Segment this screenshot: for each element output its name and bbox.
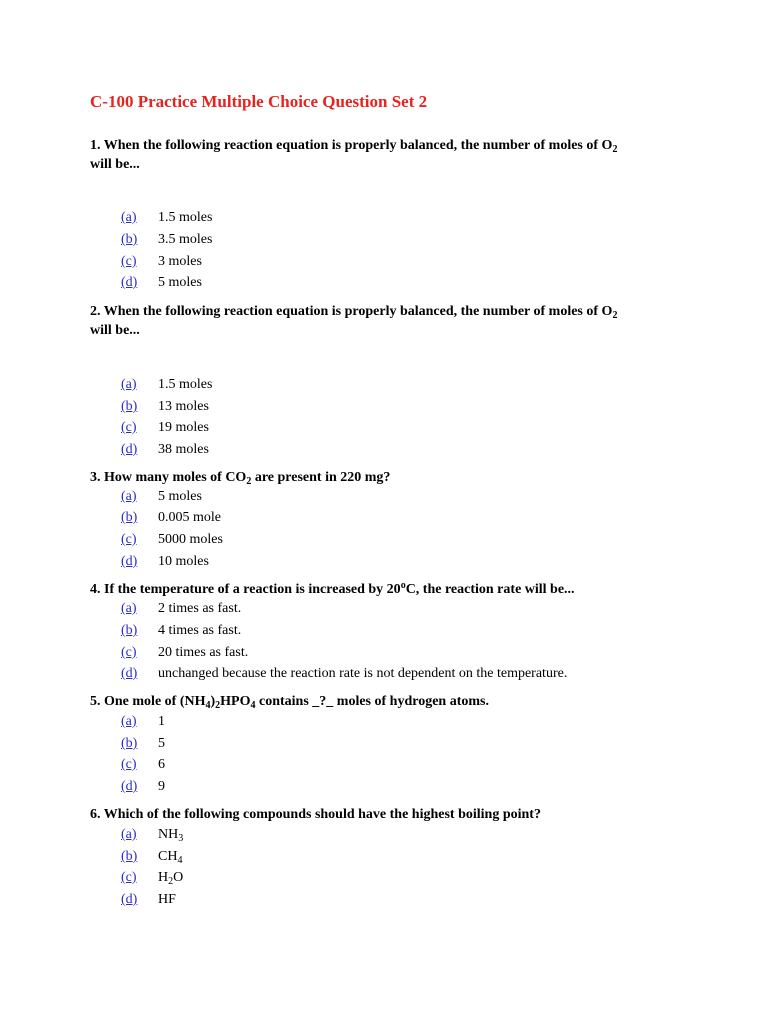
option-link[interactable]: (d) xyxy=(121,554,138,569)
option-link[interactable]: (b) xyxy=(121,736,138,751)
subscript: 4 xyxy=(205,700,211,711)
question-4 xyxy=(90,580,690,599)
question-text-suffix: are present in 220 mg? xyxy=(251,470,391,485)
option-link[interactable]: (d) xyxy=(121,666,138,681)
question-text-line2: will be... xyxy=(90,323,140,338)
option-link[interactable]: (c) xyxy=(121,645,137,660)
option-6c xyxy=(121,868,183,888)
option-2b xyxy=(121,397,209,417)
question-text: 2. When the following reaction equation is properly balanced, the number of moles of O xyxy=(90,304,613,319)
option-text: 3 moles xyxy=(158,254,202,269)
question-3 xyxy=(90,468,690,487)
question-text-part: HPO xyxy=(220,694,251,709)
option-4b xyxy=(121,621,241,641)
option-link[interactable]: (b) xyxy=(121,232,138,247)
option-1d xyxy=(121,273,202,293)
option-link[interactable]: (d) xyxy=(121,779,138,794)
option-3a xyxy=(121,487,202,507)
option-text: 1.5 moles xyxy=(158,210,213,225)
option-text: 20 times as fast. xyxy=(158,645,249,660)
option-text: 5000 moles xyxy=(158,532,223,547)
question-text: 1. When the following reaction equation is properly balanced, the number of moles of O xyxy=(90,138,613,153)
question-text: 5. One mole of (NH xyxy=(90,694,206,709)
option-link[interactable]: (c) xyxy=(121,757,137,772)
option-link[interactable]: (d) xyxy=(121,892,138,907)
option-link[interactable]: (c) xyxy=(121,532,137,547)
option-text: HF xyxy=(158,892,176,907)
option-text: 5 xyxy=(158,736,165,751)
option-text: 38 moles xyxy=(158,442,209,457)
page-title: C-100 Practice Multiple Choice Question Set 2 xyxy=(90,92,428,111)
option-3d xyxy=(121,552,209,572)
option-text: 5 moles xyxy=(158,489,202,504)
option-text: 1.5 moles xyxy=(158,377,213,392)
option-link[interactable]: (b) xyxy=(121,510,138,525)
option-link[interactable]: (b) xyxy=(121,849,138,864)
option-link[interactable]: (d) xyxy=(121,275,138,290)
option-text: $H_2O$ xyxy=(158,870,184,887)
option-5b xyxy=(121,734,165,754)
option-link[interactable]: (c) xyxy=(121,420,137,435)
option-text: 4 times as fast. xyxy=(158,623,242,638)
superscript: o xyxy=(400,580,406,591)
option-3b xyxy=(121,508,221,528)
question-text: 3. How many moles of CO xyxy=(90,470,247,485)
option-4c xyxy=(121,643,248,663)
option-5d xyxy=(121,777,165,797)
option-link[interactable]: (a) xyxy=(121,714,137,729)
option-text: 0.005 mole xyxy=(158,510,221,525)
option-link[interactable]: (c) xyxy=(121,870,137,885)
option-text: $CH_4$ xyxy=(158,849,183,866)
option-5c xyxy=(121,755,165,775)
question-1 xyxy=(90,136,690,174)
option-link[interactable]: (b) xyxy=(121,399,138,414)
option-text: 19 moles xyxy=(158,420,209,435)
option-text: $NH_3$ xyxy=(158,827,184,844)
question-2 xyxy=(90,302,690,340)
option-1b xyxy=(121,230,212,250)
option-6d xyxy=(121,890,176,910)
option-text: 10 moles xyxy=(158,554,209,569)
option-1c xyxy=(121,252,202,272)
question-5 xyxy=(90,692,690,711)
option-4d xyxy=(121,664,567,684)
question-text-suffix: C, the reaction rate will be... xyxy=(405,582,575,597)
option-text: 1 xyxy=(158,714,165,729)
question-text: 6. Which of the following compounds should have the highest boiling point? xyxy=(90,807,541,822)
option-1a xyxy=(121,208,212,228)
option-link[interactable]: (d) xyxy=(121,442,138,457)
question-text-line2: will be... xyxy=(90,157,140,172)
option-4a xyxy=(121,599,241,619)
option-text: 6 xyxy=(158,757,165,772)
option-2c xyxy=(121,418,209,438)
option-text: unchanged because the reaction rate is not dependent on the temperature. xyxy=(158,666,568,681)
option-link[interactable]: (a) xyxy=(121,489,137,504)
option-3c xyxy=(121,530,223,550)
subscript: 2 xyxy=(246,476,252,487)
option-6a xyxy=(121,825,183,845)
option-5a xyxy=(121,712,165,732)
subscript: 4 xyxy=(250,700,256,711)
option-link[interactable]: (a) xyxy=(121,827,137,842)
option-link[interactable]: (c) xyxy=(121,254,137,269)
option-2d xyxy=(121,440,209,460)
question-text-part: ) xyxy=(210,694,216,709)
option-text: 5 moles xyxy=(158,275,202,290)
subscript: 2 xyxy=(612,310,618,321)
option-text: 13 moles xyxy=(158,399,209,414)
subscript: 2 xyxy=(215,700,221,711)
option-link[interactable]: (a) xyxy=(121,377,137,392)
question-6 xyxy=(90,805,690,824)
subscript: 2 xyxy=(612,144,618,155)
question-text-part: contains _?_ moles of hydrogen atoms. xyxy=(255,694,489,709)
option-6b xyxy=(121,847,182,867)
question-text: 4. If the temperature of a reaction is increased by 20 xyxy=(90,582,401,597)
option-link[interactable]: (b) xyxy=(121,623,138,638)
option-text: 3.5 moles xyxy=(158,232,213,247)
option-link[interactable]: (a) xyxy=(121,601,137,616)
option-text: 2 times as fast. xyxy=(158,601,242,616)
option-2a xyxy=(121,375,212,395)
option-link[interactable]: (a) xyxy=(121,210,137,225)
option-text: 9 xyxy=(158,779,165,794)
